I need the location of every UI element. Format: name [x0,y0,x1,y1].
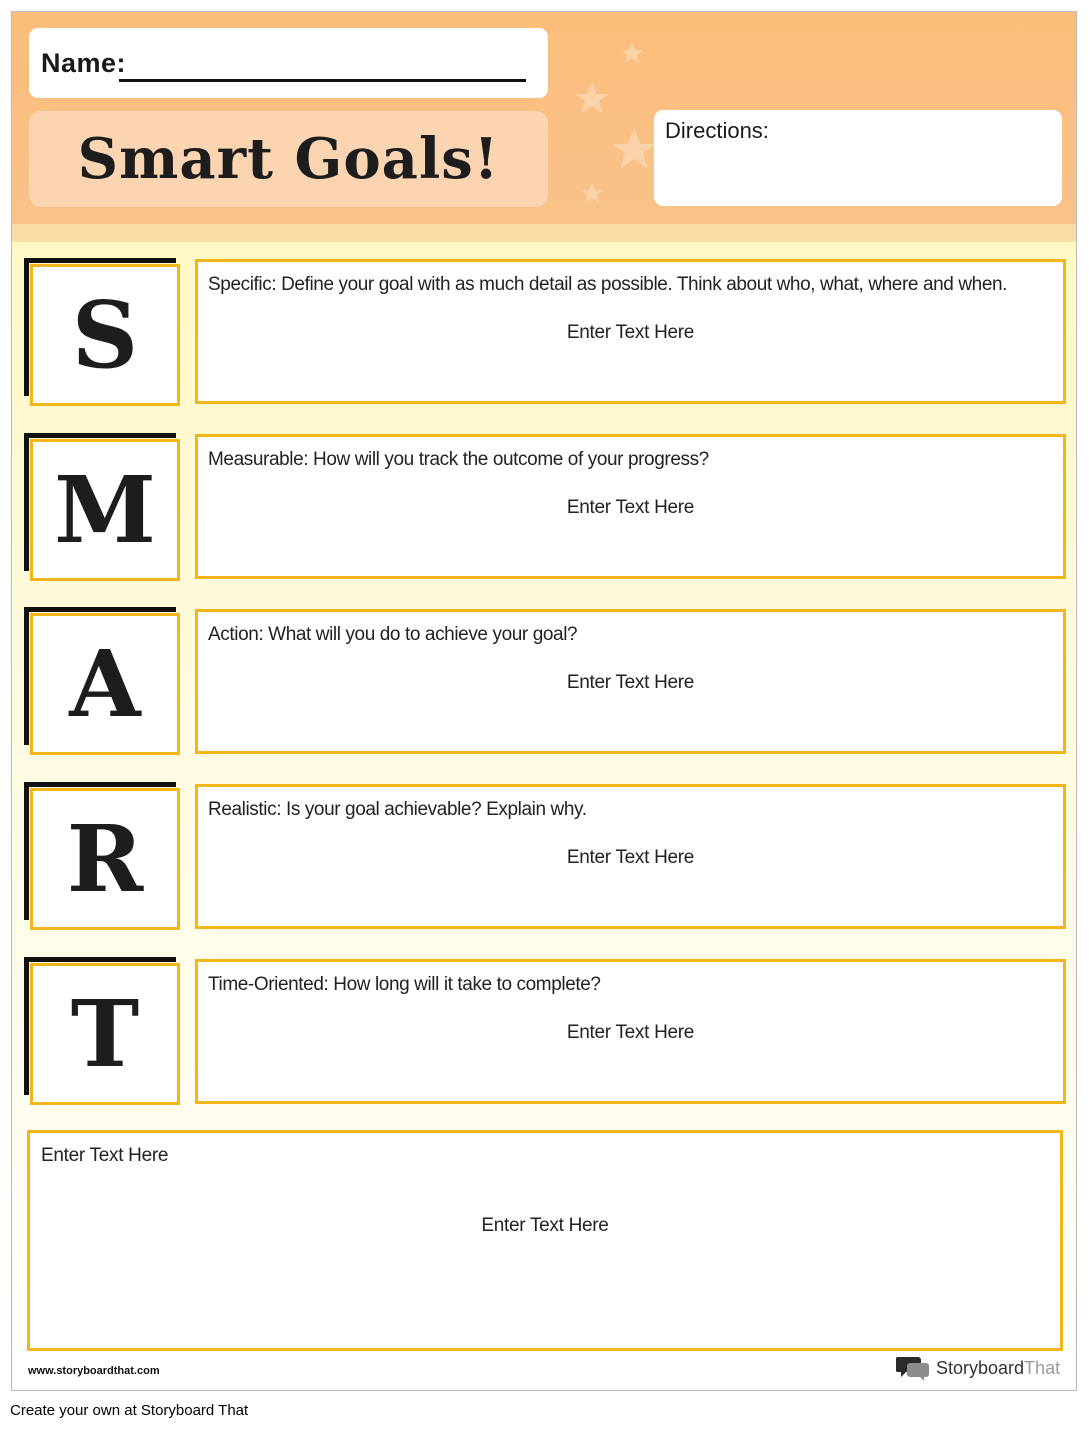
letter-box [30,613,180,755]
brand-logo [896,1354,1060,1382]
specific-placeholder[interactable]: Enter Text Here [566,322,695,343]
letter-tile-m [24,433,180,581]
name-underline [119,79,526,82]
time-oriented-placeholder[interactable]: Enter Text Here [566,1022,695,1043]
action-placeholder[interactable]: Enter Text Here [566,672,695,693]
time-oriented-prompt: Time-Oriented: How long will it take to complete? [208,974,601,995]
action-prompt: Action: What will you do to achieve your goal? [208,624,578,645]
site-url: www.storyboardthat.com [28,1365,160,1377]
speech-bubbles-icon [896,1354,930,1382]
brand-name [936,1358,1060,1379]
measurable-prompt: Measurable: How will you track the outcome of your progress? [208,449,709,470]
letter-box [30,963,180,1105]
time-oriented-field[interactable] [195,959,1066,1104]
header-banner [12,12,1076,224]
realistic-placeholder[interactable]: Enter Text Here [566,847,695,868]
stars-decoration-icon [552,32,662,222]
directions-field[interactable] [654,110,1062,206]
specific-prompt: Specific: Define your goal with as much detail as possible. Think about who, what, where and when. [208,274,1008,295]
name-label: Name: [41,48,127,78]
letter-a: A [69,630,141,738]
summary-field[interactable] [27,1130,1063,1351]
specific-field[interactable] [195,259,1066,404]
letter-tile-r [24,782,180,930]
summary-title[interactable]: Enter Text Here [41,1145,169,1166]
brand-name-dark: Storyboard [936,1357,1025,1378]
realistic-field[interactable] [195,784,1066,929]
letter-m: M [54,456,156,564]
summary-placeholder[interactable]: Enter Text Here [481,1215,609,1236]
letter-box [30,439,180,581]
letter-tile-s [24,258,180,406]
letter-box [30,788,180,930]
letter-r: R [66,805,144,913]
credit-link[interactable]: Create your own at Storyboard That [10,1402,249,1419]
name-field[interactable] [29,28,548,98]
letter-tile-a [24,607,180,755]
letter-box [30,264,180,406]
header-band [12,224,1076,242]
action-field[interactable] [195,609,1066,754]
brand-name-light: That [1024,1357,1061,1378]
directions-label: Directions: [665,118,769,143]
letter-t: T [70,980,140,1088]
realistic-prompt: Realistic: Is your goal achievable? Explain why. [208,799,587,820]
page-title: Smart Goals! [77,126,500,192]
letter-s: S [71,281,139,389]
measurable-placeholder[interactable]: Enter Text Here [566,497,695,518]
measurable-field[interactable] [195,434,1066,579]
worksheet-page [11,11,1077,1391]
letter-tile-t [24,957,180,1105]
title-box [29,111,548,207]
